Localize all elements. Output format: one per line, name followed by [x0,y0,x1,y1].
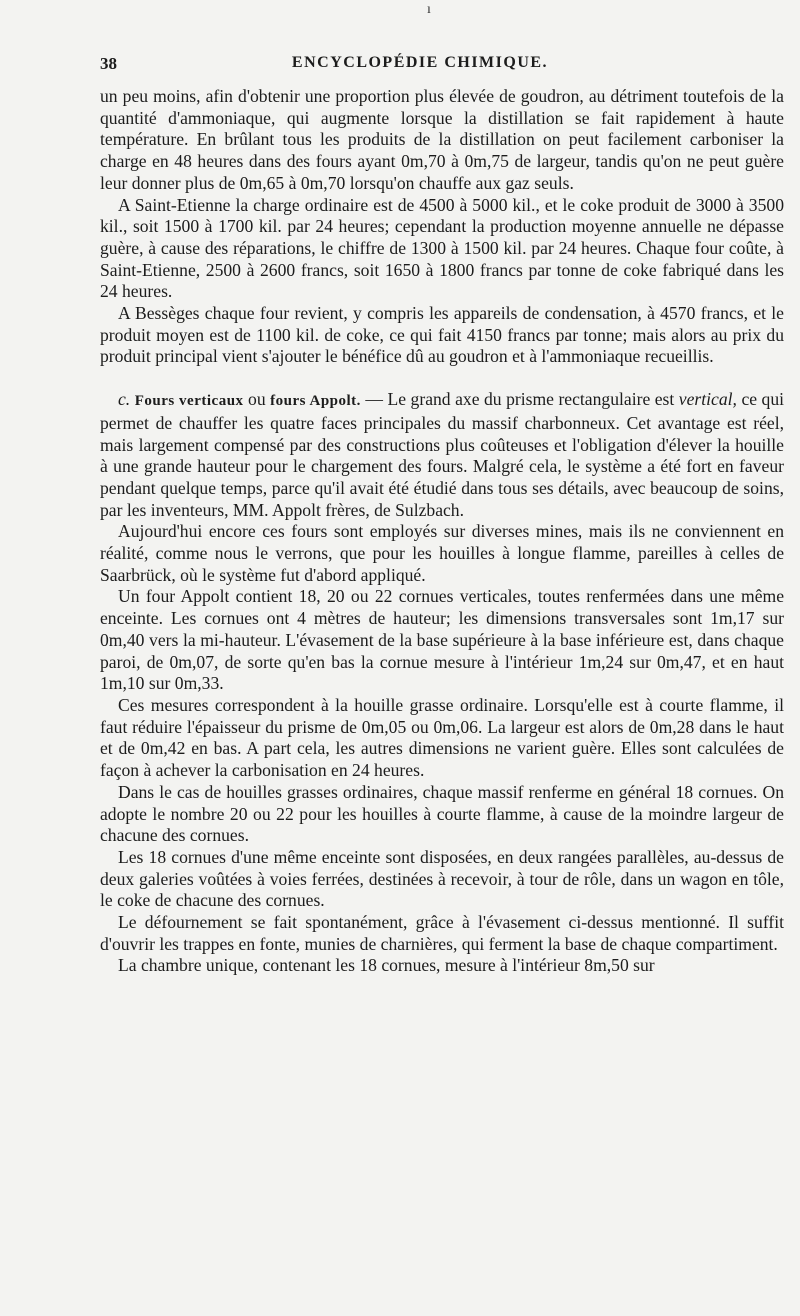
section-paragraph [100,389,784,521]
running-title: ENCYCLOPÉDIE CHIMIQUE. [291,54,549,71]
paragraph-2: A Saint-Etienne la charge ordinaire est de 4500 à 5000 kil., et le coke produit de 3000 à 3500 kil., soit 1500 à 1700 kil. par 24 heures; cependant la production moyenne annuelle ne dépasse guère, à cause des réparations, le chiffre de 1300 à 1500 kil. par 24 heures. Chaque four coûte, à Saint-Etienne, 2500 à 2600 francs, soit 1650 à 1800 francs par tonne de coke fabriqué dans les 24 heures. [100,194,784,302]
page-number: 38 [100,54,117,73]
section-text-emphasis: vertical, [678,389,737,410]
print-speck: ı [427,2,431,17]
paragraph-9: Les 18 cornues d'une même enceinte sont disposées, en deux rangées parallèles, au-dessus de deux galeries voûtées à voies ferrées, destinées à recevoir, à tour de rôle, dans un wagon en tôle, le coke de chacune des cornues. [100,846,784,911]
paragraph-10: Le défournement se fait spontanément, grâce à l'évasement ci-dessus mentionné. Il suffit d'ouvrir les trappes en fonte, munies de charnières, qui ferment la base de chaque compartiment. [100,912,784,954]
paragraph-1: un peu moins, afin d'obtenir une proportion plus élevée de goudron, au détriment toutefois de la quantité d'ammoniaque, qui augmente lorsque la distillation se fait rapidement à haute température. En brûlant tous les produits de la distillation on peut facilement carboniser la charge en 48 heures dans des fours ayant 0m,70 à 0m,75 de largeur, tandis qu'on ne peut guère leur donner plus de 0m,65 à 0m,70 lorsqu'on chauffe aux gaz seuls. [100,86,784,193]
page-header [100,54,740,78]
paragraph-7: Ces mesures correspondent à la houille grasse ordinaire. Lorsqu'elle est à courte flamme, il faut réduire l'épaisseur du prisme de 0m,05 ou 0m,06. La largeur est alors de 0m,28 dans le haut et de 0m,42 en bas. A part cela, les autres dimensions ne varient guère. Elles sont calculées de façon à achever la carbonisation en 24 heures. [100,694,784,781]
body-text [100,86,784,977]
paragraph-11: La chambre unique, contenant les 18 cornues, mesure à l'intérieur 8m,50 sur [118,955,655,976]
section-text-a: — Le grand axe du prisme rectangulaire est [365,389,675,410]
paragraph-6: Un four Appolt contient 18, 20 ou 22 cornues verticales, toutes renfermées dans une même enceinte. Les cornues ont 4 mètres de hauteur; les dimensions transversales sont 1m,17 sur 0m,40 vers la mi-hauteur. L'évasement de la base supérieure à la base inférieure est, dans chaque paroi, de 0m,07, de sorte qu'en bas la cornue mesure à l'intérieur 1m,24 sur 0m,47, et en haut 1m,10 sur 0m,33. [100,586,784,694]
paragraph-8: Dans le cas de houilles grasses ordinaires, chaque massif renferme en général 18 cornues. On adopte le nombre 20 ou 22 pour les houilles à courte flamme, à cause de la moindre largeur de chacune des cornues. [100,781,784,846]
section-letter: c. [118,389,131,410]
section-title-b: fours Appolt. [270,393,361,410]
section-title-a: Fours verticaux [134,393,244,410]
paragraph-5: Aujourd'hui encore ces fours sont employés sur diverses mines, mais ils ne conviennent en réalité, comme nous le verrons, que pour les houilles à longue flamme, pareilles à celles de Saarbrück, où le système fut d'abord appliqué. [100,521,784,585]
paragraph-3: A Bessèges chaque four revient, y compris les appareils de condensation, à 4570 francs, et le produit moyen est de 1100 kil. de coke, ce qui fait 4150 francs par tonne; mais alors au prix du produit principal vient s'ajouter le bénéfice dû au goudron et à l'ammoniaque recueillis. [100,303,784,367]
section-text-b: ce qui permet de chauffer les quatre faces principales du massif charbonneux. Cet avantage est réel, mais largement compensé par des constructions plus coûteuses et l'obligation d'élever la houille à une grande hauteur pour le chargement des fours. Malgré cela, le système a été fort en faveur pendant quelque temps, parce qu'il avait été étudié dans tous ses détails, avec beaucoup de soins, par les inventeurs, MM. Appolt frères, de Sulzbach. [100,389,785,520]
section-title-join: ou [248,389,266,410]
